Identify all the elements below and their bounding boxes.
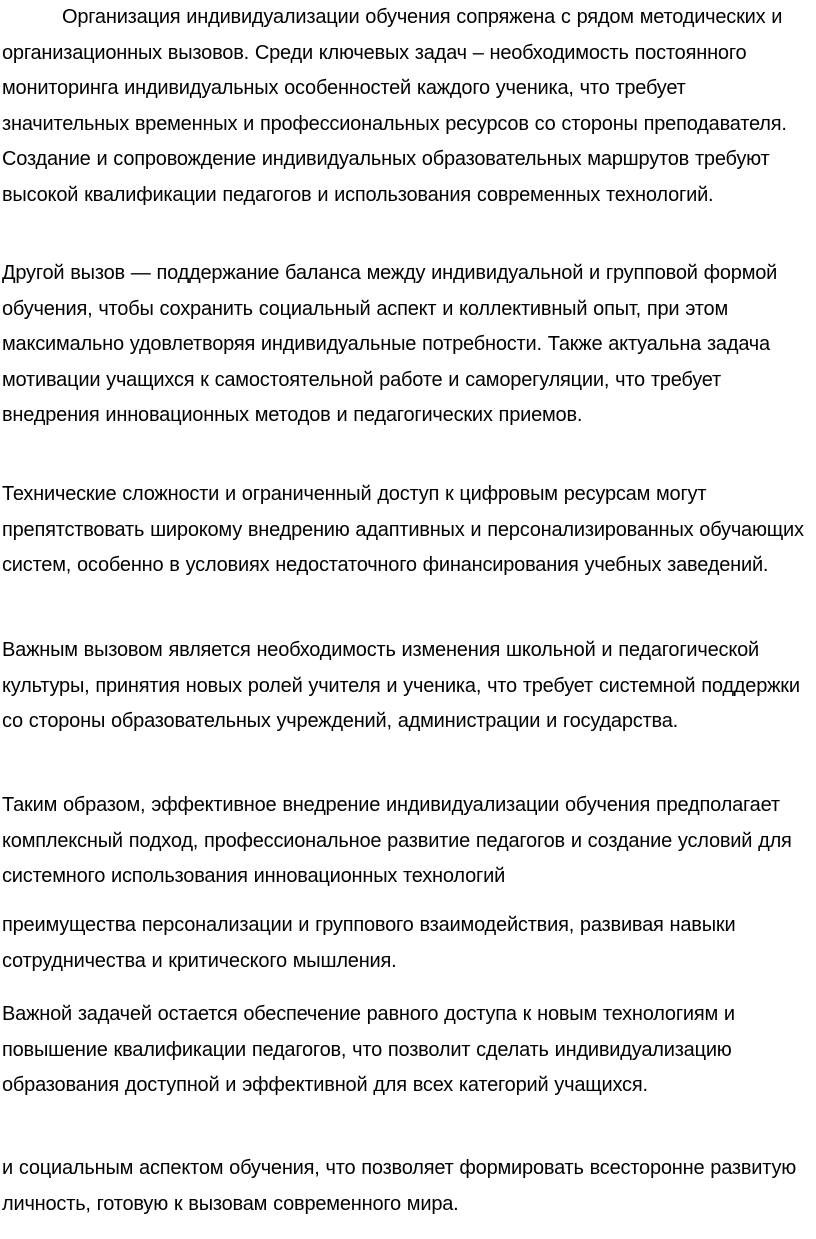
paragraph-culture: Важным вызовом является необходимость изменения школьной и педагогической культуры, принятия новых ролей учителя и ученика, что требует системной поддержки со стороны образовательных учреждений, администрации и государства. xyxy=(2,639,800,732)
paragraph-balance: Другой вызов — поддержание баланса между индивидуальной и групповой формой обучения, чтобы сохранить социальный аспект и коллективный опыт, при этом максимально удовлетворяя индивидуальные потребности. Также актуальна задача мотивации учащихся к самостоятельной работе и саморегуляции, что требует внедрения инновационных методов и педагогических приемов. xyxy=(2,262,778,426)
paragraph-access: Важной задачей остается обеспечение равного доступа к новым технологиям и повышение квалификации педагогов, что позволит сделать индивидуализацию образования доступной и эффективной для всех категорий учащихся. xyxy=(2,1003,735,1096)
paragraph-intro: Организация индивидуализации обучения сопряжена с рядом методических и организационных вызовов. Среди ключевых задач – необходимость постоянного мониторинга индивидуальных особенностей каждого ученика, что требует значительных временных и профессиональных ресурсов со стороны преподавателя. Создание и сопровождение индивидуальных образовательных маршрутов требуют высокой квалификации педагогов и использования современных технологий. xyxy=(2,6,787,206)
paragraph-social: и социальным аспектом обучения, что позволяет формировать всесторонне развитую личность, готовую к вызовам современного мира. xyxy=(2,1157,797,1215)
paragraph-advantages: преимущества персонализации и группового взаимодействия, развивая навыки сотрудничества и критического мышления. xyxy=(2,914,736,972)
paragraph-conclusion: Таким образом, эффективное внедрение индивидуализации обучения предполагает комплексный подход, профессиональное развитие педагогов и создание условий для системного использования инновационных технологий xyxy=(2,794,792,887)
paragraph-technical: Технические сложности и ограниченный доступ к цифровым ресурсам могут препятствовать широкому внедрению адаптивных и персонализированных обучающих систем, особенно в условиях недостаточного финансирования учебных заведений. xyxy=(2,483,804,576)
